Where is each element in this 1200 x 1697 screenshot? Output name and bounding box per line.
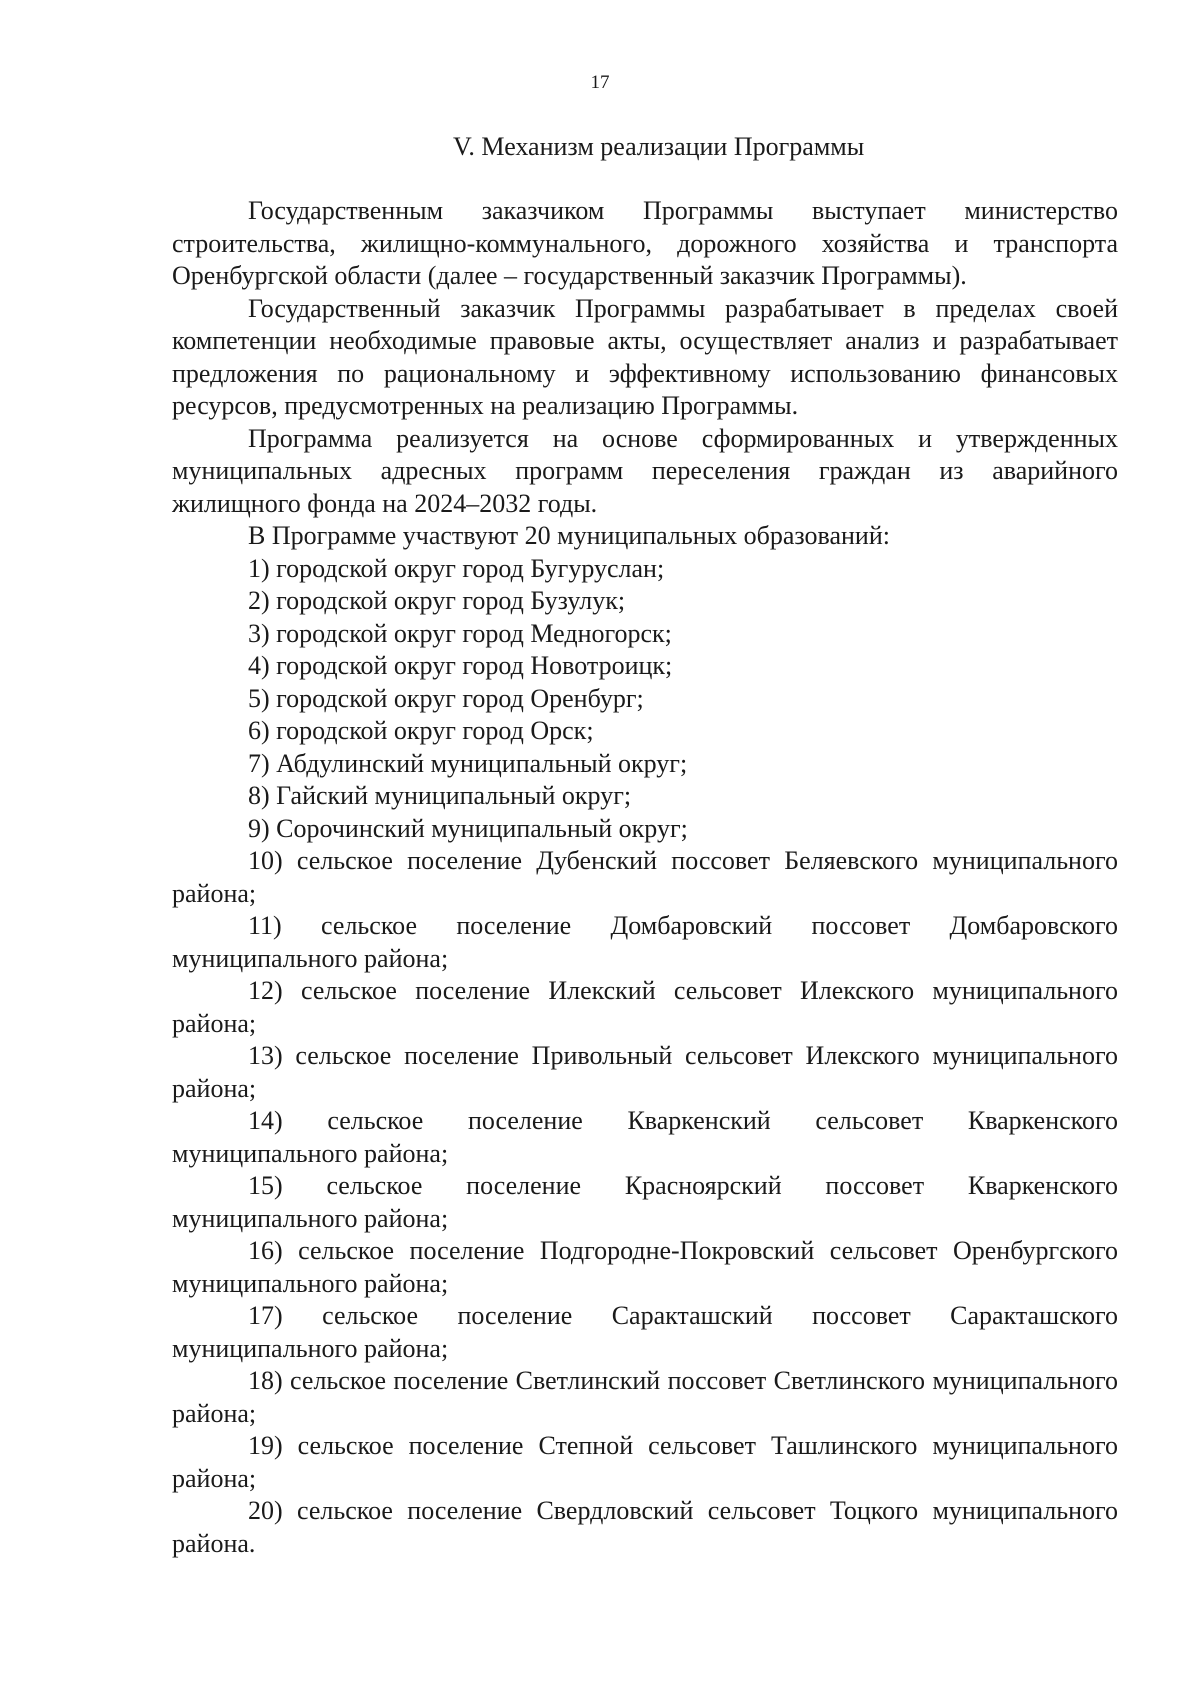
section-title: V. Механизм реализации Программы <box>453 132 865 161</box>
paragraph-implementation-basis: Программа реализуется на основе сформированных и утвержденных муниципальных адресных программ переселения граждан из аварийного жилищного фонда на 2024–2032 годы. <box>172 423 1118 518</box>
list-item: 6) городской округ город Орск; <box>248 716 594 745</box>
list-item: 16) сельское поселение Подгородне-Покровский сельсовет Оренбургского муниципального района; <box>172 1236 1118 1298</box>
list-item: 10) сельское поселение Дубенский поссовет Беляевского муниципального района; <box>172 846 1118 908</box>
list-item: 2) городской округ город Бузулук; <box>248 586 626 615</box>
list-item: 3) городской округ город Медногорск; <box>248 618 672 648</box>
list-item: 8) Гайский муниципальный округ; <box>248 781 632 810</box>
list-item: 18) сельское поселение Светлинский поссовет Светлинского муниципального района; <box>172 1366 1118 1428</box>
paragraph-customer-duties: Государственный заказчик Программы разрабатывает в пределах своей компетенции необходимые правовые акты, осуществляет анализ и разрабатывает предложения по рациональному и эффективному использованию финансовых ресурсов, предусмотренных на реализацию Программы. <box>172 293 1118 420</box>
list-item: 14) сельское поселение Кваркенский сельсовет Кваркенского муниципального района; <box>172 1106 1118 1168</box>
list-item: 15) сельское поселение Красноярский поссовет Кваркенского муниципального района; <box>172 1171 1118 1233</box>
paragraph-participants-intro: В Программе участвуют 20 муниципальных образований: <box>248 521 890 550</box>
list-item: 12) сельское поселение Илекский сельсовет Илекского муниципального района; <box>172 976 1118 1038</box>
page-number: 17 <box>590 72 610 93</box>
list-item: 11) сельское поселение Домбаровский поссовет Домбаровского муниципального района; <box>172 911 1118 973</box>
list-item: 7) Абдулинский муниципальный округ; <box>248 748 688 778</box>
paragraph-customer: Государственным заказчиком Программы выступает министерство строительства, жилищно-коммунального, дорожного хозяйства и транспорта Оренбургской области (далее – государственный заказчик Программы). <box>172 196 1118 290</box>
document-body <box>172 195 1118 1560</box>
list-item: 20) сельское поселение Свердловский сельсовет Тоцкого муниципального района. <box>172 1496 1118 1558</box>
list-item: 1) городской округ город Бугуруслан; <box>248 553 665 583</box>
list-item: 19) сельское поселение Степной сельсовет Ташлинского муниципального района; <box>172 1431 1118 1493</box>
list-item: 13) сельское поселение Привольный сельсовет Илекского муниципального района; <box>172 1041 1118 1103</box>
list-item: 17) сельское поселение Саракташский поссовет Саракташского муниципального района; <box>172 1301 1118 1363</box>
list-item: 4) городской округ город Новотроицк; <box>248 651 673 680</box>
list-item: 5) городской округ город Оренбург; <box>248 683 644 713</box>
list-item: 9) Сорочинский муниципальный округ; <box>248 813 688 843</box>
